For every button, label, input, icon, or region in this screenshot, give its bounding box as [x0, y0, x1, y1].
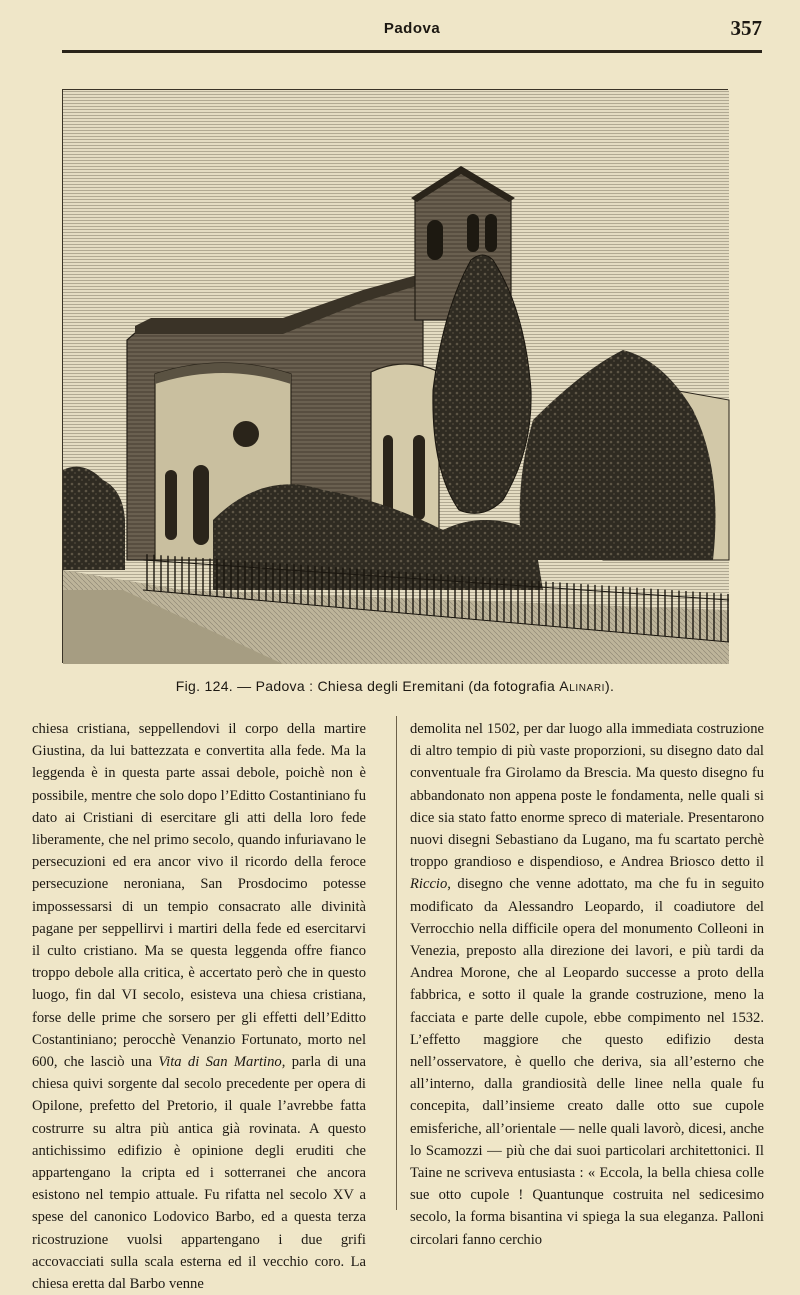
figure-engraving [62, 89, 728, 663]
right-text-b: , disegno che venne adottato, ma che fu in seguito modificato da Alessandro Leopardo, il coadiutore del Verrocchio nella difficile opera del monumento Colleoni in Venezia, preposto alla direzione dei lavori, e più tardi da Andrea Morone, che al Leopardo successe a proto della fabbrica, e sotto il quale la grande costruzione, meno la facciata e parte delle cupole, ebbe compimento nel 1532. L’effetto maggiore che questo edifizio desta nell’osservatore, è quello che deriva, sia all’esterno che all’interno, dalla grandiosità delle linee nella quale fu concepita, dall’insieme creato dalle otto sue cupole emisferiche, all’orientale — nelle quali lavorò, dicesi, anche lo Scamozzi — più che dai suoi particolari architettonici. Il Taine ne scriveva entusiasta : « Eccola, la bella chiesa colle sue otto cupole ! Quantunque costruita nel sedicesimo secolo, la forma bisantina vi spiega la sua eleganza. Palloni circolari fanno cerchio [410, 876, 764, 1248]
running-title: Padova [383, 20, 441, 37]
page-header [62, 14, 762, 53]
figure-caption [62, 678, 728, 694]
right-text-italic: Riccio [410, 876, 448, 893]
left-text-italic: Vita di San Martino [158, 1054, 282, 1071]
caption-credit: Alinari [559, 678, 606, 694]
page-number: 357 [730, 16, 762, 40]
church-illustration [63, 90, 729, 664]
column-divider [396, 716, 397, 1210]
text-column-left [32, 718, 366, 1293]
left-text-a: chiesa cristiana, seppellendovi il corpo della martire Giustina, da lui battezzata e convertita alla fede. Ma la leggenda è in questa parte assai debole, poichè non è possibile, mentre che solo dopo l’Editto Costantiniano fu dato ai Cristiani di esercitare gli atti della loro fede liberamente, che nel primo secolo, quando infuriavano le persecuzioni ed era ancor vivo il ricordo della feroce persecuzione neroniana, San Prosdocimo potesse impossessarsi di un tempio consacrato alle divinità pagane per seppellirvi i martiri della fede ed esercitarvi il culto cristiano. Ma se questa leggenda offre fianco troppo debole alla critica, è accertato però che in questo luogo, fin dal VI secolo, esisteva una chiesa cristiana, forse delle prime che sorsero per gli effetti dell’Editto Costantiniano; perocchè Venanzio Fortunato, morto nel 600, che lasciò una [32, 721, 366, 1071]
caption-text: Fig. 124. — Padova : Chiesa degli Eremitani (da fotografia [175, 678, 560, 694]
paragraph-right [410, 718, 764, 1251]
caption-suffix: ). [605, 678, 615, 694]
left-text-b: , parla di una chiesa quivi sorgente dal secolo precedente per opera di Opilone, prefetto del Pretorio, il quale l’avrebbe fatta costrurre su altra più antica già rovinata. A questo antichissimo edifizio è opinione degli eruditi che appartengano la cripta ed i sotterranei che ancora esistono nel tempio attuale. Fu rifatta nel secolo XV a spese del canonico Lodovico Barbo, ed a questa terza ricostruzione vuolsi appartengano i due grifi accovacciati sulla scala esterna ed il vecchio coro. La chiesa eretta dal Barbo venne [32, 1054, 366, 1293]
right-text-a: demolita nel 1502, per dar luogo alla immediata costruzione di altro tempio di più vaste proporzioni, su disegno dato dal conventuale fra Girolamo da Brescia. Ma questo disegno fu abbandonato non appena poste le fondamenta, nelle quali si dice sia stato fatto enorme spreco di materiale. Presentarono nuovi disegni Sebastiano da Lugano, ma fu scartato perchè troppo grandioso e dispendioso, e Andrea Briosco detto il [410, 721, 764, 871]
paragraph-left [32, 718, 366, 1295]
text-column-right [410, 718, 764, 1248]
